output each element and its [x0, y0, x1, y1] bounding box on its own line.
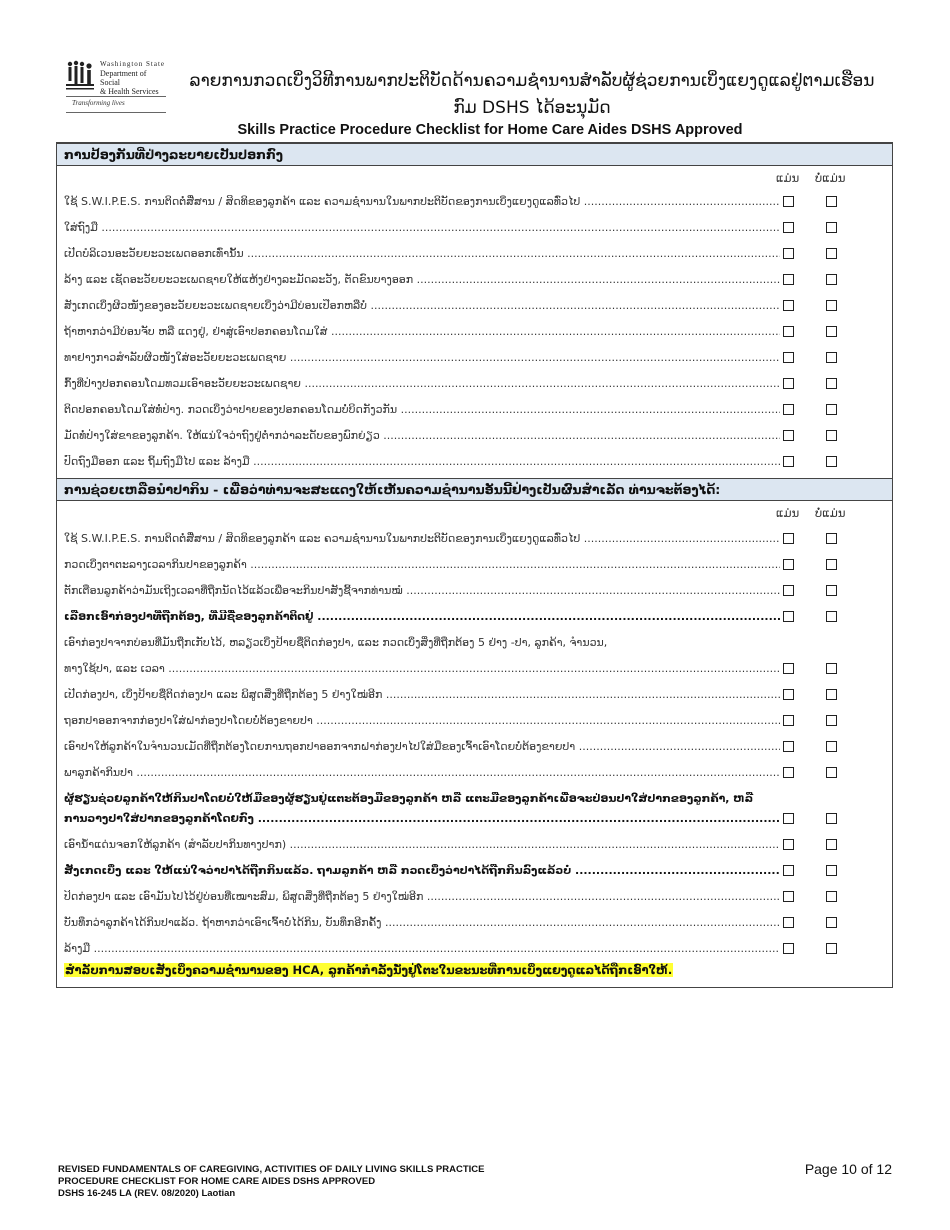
checklist-row: [64, 886, 879, 910]
checklist-row: [64, 528, 879, 552]
checklist-item-text: ເອົາປາໃຫ້ລູກຄ້າໃນຈຳນວນເມັດທີ່ຖືກຕ້ອງໂດຍການຖອກປາອອກຈາກຝາກ່ອງປາໄປໃສ່ມືຂອງເຈົ້າເອົາໂດຍບໍ່ຕ້ອງຂາຍປາ .....: [64, 740, 780, 753]
checklist-row: [64, 425, 879, 449]
page-title-lao: ລາຍການກວດເບິ່ງວິທີການພາກປະຕິບັດດ້ານຄວາມຊຳນານສຳລັບຜູ້ຊ່ວຍການເບິ່ງແຍງດູແລຢູ່ຕາມເຮືອນ ກົມ DSHS ໄດ້ອະນຸມັດ: [189, 71, 875, 118]
section-header-urinary: ການປ້ອງກັນທີ່ປ່າງລະບາຍເປັນປອກກົງ: [57, 143, 892, 166]
logo-org-name: Washington State Department of Social & Health Services: [100, 60, 166, 96]
checklist-item-text: ການວາງປາໃສ່ປາກຂອງລູກຄ້າໂດຍກົງ .....: [64, 812, 780, 825]
not-met-checkbox[interactable]: [826, 456, 837, 467]
checklist-item-text: ຖ້າຫາກວ່າມີບ່ອນຈັບ ຫລື ແດງຢູ່, ຢ່າສູ່ເອົາປອກຄອນໂດມໃສ່ .....: [64, 325, 780, 338]
not-met-checkbox[interactable]: [826, 559, 837, 570]
checklist-row: [64, 451, 879, 475]
page-title-english: Skills Practice Procedure Checklist for Home Care Aides DSHS Approved: [237, 122, 743, 138]
met-checkbox[interactable]: [783, 456, 794, 467]
section-header-medication: ການຊ່ວຍເຫລືອນຳປາກິນ - ເພື່ອວ່າທ່ານຈະສະແດງໃຫ້ເຫັນຄວາມຊຳນານອັນນີ້ຢ່າງເປັນຜົນສຳເລັດ ທ່ານຈະຕ້ອງໄດ້:: [57, 478, 892, 501]
checklist-row: [64, 217, 879, 241]
met-checkbox[interactable]: [783, 533, 794, 544]
met-checkbox[interactable]: [783, 352, 794, 363]
checklist-item-text: ພາລູກຄ້າກິນປາ .....: [64, 766, 780, 779]
hca-test-note: ສຳລັບການສອບເສັງເບິ່ງຄວາມຊຳນານຂອງ HCA, ລູກຄ້າກຳລັງນັ່ງຢູ່ໂຕະໃນຂະນະທີ່ການເບິ່ງແຍງດູແລໄດ້ຖືກເອົາໃຫ້.: [65, 963, 673, 977]
met-checkbox[interactable]: [783, 891, 794, 902]
not-met-checkbox[interactable]: [826, 585, 837, 596]
met-checkbox[interactable]: [783, 222, 794, 233]
met-checkbox[interactable]: [783, 196, 794, 207]
checklist-row: [64, 399, 879, 423]
not-met-checkbox[interactable]: [826, 248, 837, 259]
checklist-row: [64, 860, 879, 884]
checklist-item-text: ມັດທໍ່ປ່າງໃສ່ຂາຂອງລູກຄ້າ. ໃຫ້ແນ່ໃຈວ່າຖົງຢູ່ຕ່ຳກວ່າລະດັບຂອງພົກຍ່ຽວ .....: [64, 429, 780, 442]
met-checkbox[interactable]: [783, 813, 794, 824]
not-met-checkbox[interactable]: [826, 274, 837, 285]
checklist-row: [64, 269, 879, 293]
not-met-checkbox[interactable]: [826, 715, 837, 726]
checklist-row: [64, 684, 879, 708]
met-checkbox[interactable]: [783, 943, 794, 954]
met-checkbox[interactable]: [783, 741, 794, 752]
checklist-row: [64, 658, 879, 682]
form-footer: REVISED FUNDAMENTALS OF CAREGIVING, ACTIVITIES OF DAILY LIVING SKILLS PRACTICE PROCEDURE CHECKLIST FOR HOME CARE AIDES DSHS APPROVED DSHS 16-245 LA (REV. 08/2020) Laotian: [58, 1164, 485, 1199]
checklist-row: [64, 373, 879, 397]
checklist-row: [64, 191, 879, 215]
checklist-item-text: ໃຊ້ S.W.I.P.E.S. ການຕິດຕໍ່ສື່ສານ / ສິດທິຂອງລູກຄ້າ ແລະ ຄວາມຊຳນານໃນພາກປະຕິບັດຂອງການເບິ່ງແຍງດູແລທົ່ວໄປ .....: [64, 195, 780, 208]
column-header-met: ແມ່ນ: [776, 171, 800, 185]
checklist-item-text: ທາງໃຊ້ປາ, ແລະ ເວລາ .....: [64, 662, 780, 675]
checklist-item-text: ຕັກເຕືອນລູກຄ້າວ່າມັນເຖິງເວລາທີ່ຖືກນັດໄວ້ແລ້ວເພື່ອຈະກິນປາສັງຊີ້ຈາກທ່ານໝໍ .....: [64, 584, 780, 597]
checklist-row: [64, 554, 879, 578]
not-met-checkbox[interactable]: [826, 767, 837, 778]
met-checkbox[interactable]: [783, 917, 794, 928]
not-met-checkbox[interactable]: [826, 300, 837, 311]
checklist-row: [64, 580, 879, 604]
checklist-row: [64, 736, 879, 760]
not-met-checkbox[interactable]: [826, 611, 837, 622]
column-header-not-met: ບໍ່ແມ່ນ: [815, 171, 846, 185]
dshs-figures-icon: [64, 60, 98, 94]
checklist-row: [64, 938, 879, 962]
checklist-row: [64, 632, 879, 656]
column-header-met: ແມ່ນ: [776, 506, 800, 520]
met-checkbox[interactable]: [783, 248, 794, 259]
met-checkbox[interactable]: [783, 274, 794, 285]
checklist-item-text: ສັງເກດເບິ່ງ ແລະ ໃຫ້ແນ່ໃຈວ່າປາໄດ້ຖືກກິນແລ້ວ. ຖາມລູກຄ້າ ຫລື ກວດເບິ່ງວ່າປາໄດ້ຖືກກິນລົງແລ້ວບໍ່ .....: [64, 864, 780, 877]
checklist-item-text: ສັງເກດເບິ່ງຜິວໜັງຂອງອະວັຍຍະວະເພດຊາຍເບິ່ງວ່າມີບ່ອນເປືອກຫລືບໍ່ .....: [64, 299, 780, 312]
not-met-checkbox[interactable]: [826, 222, 837, 233]
checklist-item-text: ບັນທຶກວ່າລູກຄ້າໄດ້ກິນປາແລ້ວ. ຖ້າຫາກວ່າເອົາເຈົ້າບໍ່ໄດ້ກິນ, ບັນທຶກອີກຄັ້ງ .....: [64, 916, 780, 929]
met-checkbox[interactable]: [783, 839, 794, 850]
checklist-item-text: ເອົານ້ຳແດ່ນຈອກໃຫ້ລູກຄ້າ (ສຳລັບປາກິນທາງປາກ) .....: [64, 838, 780, 851]
not-met-checkbox[interactable]: [826, 813, 837, 824]
checklist-row: [64, 243, 879, 267]
checklist-row: [64, 295, 879, 319]
column-header-not-met: ບໍ່ແມ່ນ: [815, 506, 846, 520]
checklist-item-text: ໃຊ້ S.W.I.P.E.S. ການຕິດຕໍ່ສື່ສານ / ສິດທິຂອງລູກຄ້າ ແລະ ຄວາມຊຳນານໃນພາກປະຕິບັດຂອງການເບິ່ງແຍງດູແລທົ່ວໄປ .....: [64, 532, 780, 545]
checklist-item-text: ປິດກ່ອງປາ ແລະ ເອົາມັນໄປໄວ້ຢູ່ບ່ອນທີ່ເໝາະສົມ, ພິສູດສິ່ງທີ່ຖືກຕ້ອງ 5 ຢ່າງໃໝ່ອີກ .....: [64, 890, 780, 903]
checklist-item-text: ໃສ່ຖົງມື .....: [64, 221, 780, 234]
checklist-item-text: ເປີດບໍລິເວນອະວັຍຍະວະເພດອອກເທົ່ານັ້ນ .....: [64, 247, 780, 260]
not-met-checkbox[interactable]: [826, 839, 837, 850]
not-met-checkbox[interactable]: [826, 533, 837, 544]
checklist-item-text: ທາຢາງກາວສຳລັບຜິວໜັງໃສ່ອະວັຍຍະວະເພດຊາຍ .....: [64, 351, 780, 364]
dshs-logo: [64, 58, 168, 114]
logo-tagline: Transforming lives: [72, 99, 125, 107]
checklist-item-text: ຜູ້ຮຽນຊ່ວຍລູກຄ້າໃຫ້ກິນປາໂດຍບໍ່ໃຫ້ມືຂອງຜູ້ຮຽນຢູ່ແຕະຕ້ອງມືຂອງລູກຄ້າ ຫລື ແຕະມືຂອງລູກຄ້າເພື່ອຈະປ່ອນປາໃສ່ປາກຂອງລູກຄ້າ, ຫລື: [64, 792, 754, 805]
met-checkbox[interactable]: [783, 378, 794, 389]
not-met-checkbox[interactable]: [826, 943, 837, 954]
not-met-checkbox[interactable]: [826, 741, 837, 752]
not-met-checkbox[interactable]: [826, 891, 837, 902]
checklist-row: [64, 834, 879, 858]
not-met-checkbox[interactable]: [826, 378, 837, 389]
met-checkbox[interactable]: [783, 663, 794, 674]
checklist-item-text: ລ້າງມື .....: [64, 942, 780, 955]
met-checkbox[interactable]: [783, 300, 794, 311]
met-checkbox[interactable]: [783, 865, 794, 876]
not-met-checkbox[interactable]: [826, 326, 837, 337]
checklist-item-text: ລ້າງ ແລະ ເຊັດອະວັຍຍະວະເພດຊາຍໃຫ້ແຫ້ງຢ່າງລະມັດລະວັງ, ຕັດຂົນບາງອອກ .....: [64, 273, 780, 286]
checklist-item-text: ກວດເບິ່ງຕາຕະລາງເວລາກິນປາຂອງລູກຄ້າ .....: [64, 558, 780, 571]
not-met-checkbox[interactable]: [826, 917, 837, 928]
checklist-row: [64, 710, 879, 734]
checklist-row: [64, 808, 879, 832]
not-met-checkbox[interactable]: [826, 196, 837, 207]
checklist-item-text: ເອົາກ່ອງປາຈາກບ່ອນທີ່ມັນຖືກເກັບໄວ້, ຫລຽວເບິ່ງປ້າຍຊື່ຕິດກ່ອງປາ, ແລະ ກວດເບິ່ງສິ່ງທີ່ຖືກຕ້ອງ 5 ຢ່າງ -ປາ, ລູກຄ້າ, ຈຳນວນ,: [64, 636, 608, 649]
met-checkbox[interactable]: [783, 767, 794, 778]
checklist-item-text: ຕິດປອກຄອນໂດມໃສ່ທໍ່ປ່າງ. ກວດເບິ່ງວ່າປາຍຂອງປອກຄອນໂດມບໍ່ບິດກັງວກັນ .....: [64, 403, 780, 416]
checklist-row: [64, 347, 879, 371]
checklist-table: [56, 142, 893, 988]
checklist-row: [64, 762, 879, 786]
met-checkbox[interactable]: [783, 326, 794, 337]
page-number: Page 10 of 12: [804, 1161, 892, 1177]
met-checkbox[interactable]: [783, 611, 794, 622]
met-checkbox[interactable]: [783, 404, 794, 415]
not-met-checkbox[interactable]: [826, 689, 837, 700]
checklist-item-text: ປົດຖົງມືອອກ ແລະ ຖິ້ມຖົງມືໄປ ແລະ ລ້າງມື .....: [64, 455, 780, 468]
not-met-checkbox[interactable]: [826, 865, 837, 876]
not-met-checkbox[interactable]: [826, 352, 837, 363]
checklist-row: [64, 912, 879, 936]
not-met-checkbox[interactable]: [826, 430, 837, 441]
checklist-row: [64, 606, 879, 630]
met-checkbox[interactable]: [783, 689, 794, 700]
checklist-item-text: ກົ້ງທີ່ປ່າງປອກຄອນໂດມທວມເອົາອະວັຍຍະວະເພດຊາຍ .....: [64, 377, 780, 390]
checklist-item-text: ເລືອກເອົາກ່ອງປາທີ່ຖືກຕ້ອງ, ທີ່ມີຊື່ຂອງລູກຄ້າຕິດຢູ່ .....: [64, 610, 780, 623]
met-checkbox[interactable]: [783, 430, 794, 441]
not-met-checkbox[interactable]: [826, 404, 837, 415]
checklist-item-text: ຖອກປາອອກຈາກກ່ອງປາໃສ່ຝາກ່ອງປາໂດຍບໍ່ຕ້ອງຂາຍປາ .....: [64, 714, 780, 727]
checklist-row: [64, 321, 879, 345]
met-checkbox[interactable]: [783, 585, 794, 596]
not-met-checkbox[interactable]: [826, 663, 837, 674]
met-checkbox[interactable]: [783, 715, 794, 726]
checklist-item-text: ເປີດກ່ອງປາ, ເບິ່ງປ້າຍຊື່ຕິດກ່ອງປາ ແລະ ພິສູດສິ່ງທີ່ຖືກຕ້ອງ 5 ຢ່າງໃໝ່ອີກ .....: [64, 688, 780, 701]
met-checkbox[interactable]: [783, 559, 794, 570]
